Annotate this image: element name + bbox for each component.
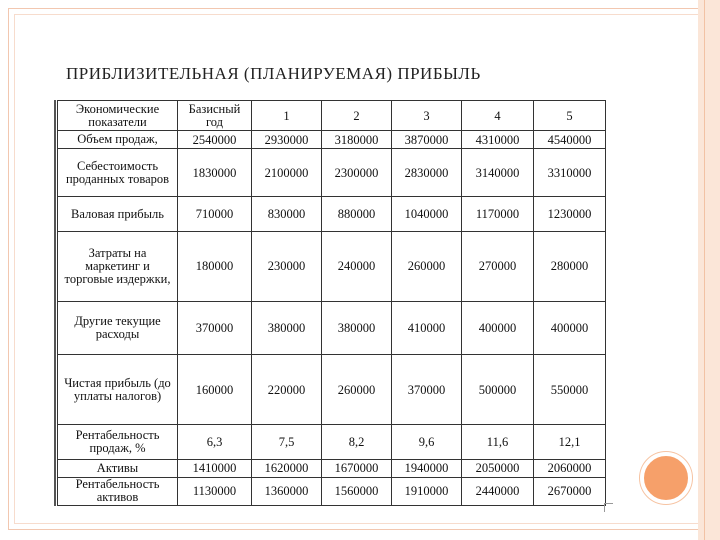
table-cell: 260000 — [392, 231, 462, 301]
table-cell: 4310000 — [462, 131, 534, 149]
row-label: Рентабельность продаж, % — [58, 425, 178, 460]
table-cell: 1830000 — [178, 149, 252, 197]
table-cell: 2830000 — [392, 149, 462, 197]
row-label: Рентабельность активов — [58, 477, 178, 505]
slide-accent-bar — [698, 0, 720, 540]
table-cell: 830000 — [252, 197, 322, 232]
table-cell: 710000 — [178, 197, 252, 232]
table-header-cell: 2 — [322, 101, 392, 131]
table-row — [58, 231, 606, 301]
table-cell: 3140000 — [462, 149, 534, 197]
table-cell: 160000 — [178, 355, 252, 425]
table-cell: 550000 — [534, 355, 606, 425]
table-row — [58, 459, 606, 477]
table-header-cell: 1 — [252, 101, 322, 131]
table-cell: 220000 — [252, 355, 322, 425]
table-cell: 2440000 — [462, 477, 534, 505]
table-cell: 1410000 — [178, 459, 252, 477]
table-cell: 380000 — [322, 301, 392, 354]
table-cell: 280000 — [534, 231, 606, 301]
table-cell: 7,5 — [252, 425, 322, 460]
table-cell: 2050000 — [462, 459, 534, 477]
table-cell: 2930000 — [252, 131, 322, 149]
slide-title: ПРИБЛИЗИТЕЛЬНАЯ (ПЛАНИРУЕМАЯ) ПРИБЫЛЬ — [66, 64, 481, 83]
table-row — [58, 477, 606, 505]
table-cell: 1040000 — [392, 197, 462, 232]
table-cell: 1560000 — [322, 477, 392, 505]
table-cell: 1170000 — [462, 197, 534, 232]
table-cell: 1910000 — [392, 477, 462, 505]
table-cell: 2540000 — [178, 131, 252, 149]
table-row — [58, 197, 606, 232]
row-label: Себестоимость проданных товаров — [58, 149, 178, 197]
table-cell: 12,1 — [534, 425, 606, 460]
table-cell: 1360000 — [252, 477, 322, 505]
table-cell: 410000 — [392, 301, 462, 354]
table-cell: 2100000 — [252, 149, 322, 197]
table-cell: 270000 — [462, 231, 534, 301]
table-header-row — [58, 101, 606, 131]
table-cell: 880000 — [322, 197, 392, 232]
table-cell: 8,2 — [322, 425, 392, 460]
slide-accent-circle — [640, 452, 692, 504]
table-cell: 370000 — [178, 301, 252, 354]
row-label: Активы — [58, 459, 178, 477]
table-cell: 1230000 — [534, 197, 606, 232]
row-label: Другие текущие расходы — [58, 301, 178, 354]
table-row — [58, 425, 606, 460]
row-label: Валовая прибыль — [58, 197, 178, 232]
table-cell: 1940000 — [392, 459, 462, 477]
table-cell: 230000 — [252, 231, 322, 301]
table-cell: 3180000 — [322, 131, 392, 149]
profit-table — [57, 100, 606, 506]
table-cell: 2670000 — [534, 477, 606, 505]
table-cell: 380000 — [252, 301, 322, 354]
table-cell: 1670000 — [322, 459, 392, 477]
table-cell: 6,3 — [178, 425, 252, 460]
table-header-cell: 3 — [392, 101, 462, 131]
row-label: Чистая прибыль (до уплаты налогов) — [58, 355, 178, 425]
table-header-cell: 4 — [462, 101, 534, 131]
row-label: Объем продаж, — [58, 131, 178, 149]
table-corner-mark — [604, 503, 613, 512]
table-cell: 240000 — [322, 231, 392, 301]
table-cell: 1130000 — [178, 477, 252, 505]
table-cell: 370000 — [392, 355, 462, 425]
table-cell: 3310000 — [534, 149, 606, 197]
table-cell: 2300000 — [322, 149, 392, 197]
table-cell: 260000 — [322, 355, 392, 425]
profit-table-container — [57, 100, 605, 508]
table-row — [58, 149, 606, 197]
table-cell: 9,6 — [392, 425, 462, 460]
table-header-cell: 5 — [534, 101, 606, 131]
table-cell: 3870000 — [392, 131, 462, 149]
table-cell: 2060000 — [534, 459, 606, 477]
table-cell: 400000 — [534, 301, 606, 354]
table-header-cell: Экономические показатели — [58, 101, 178, 131]
row-label: Затраты на маркетинг и торговые издержки, — [58, 231, 178, 301]
table-row — [58, 131, 606, 149]
table-header-cell: Базисный год — [178, 101, 252, 131]
table-cell: 400000 — [462, 301, 534, 354]
table-row — [58, 355, 606, 425]
table-cell: 1620000 — [252, 459, 322, 477]
table-cell: 11,6 — [462, 425, 534, 460]
table-row — [58, 301, 606, 354]
table-cell: 4540000 — [534, 131, 606, 149]
table-cell: 180000 — [178, 231, 252, 301]
table-cell: 500000 — [462, 355, 534, 425]
